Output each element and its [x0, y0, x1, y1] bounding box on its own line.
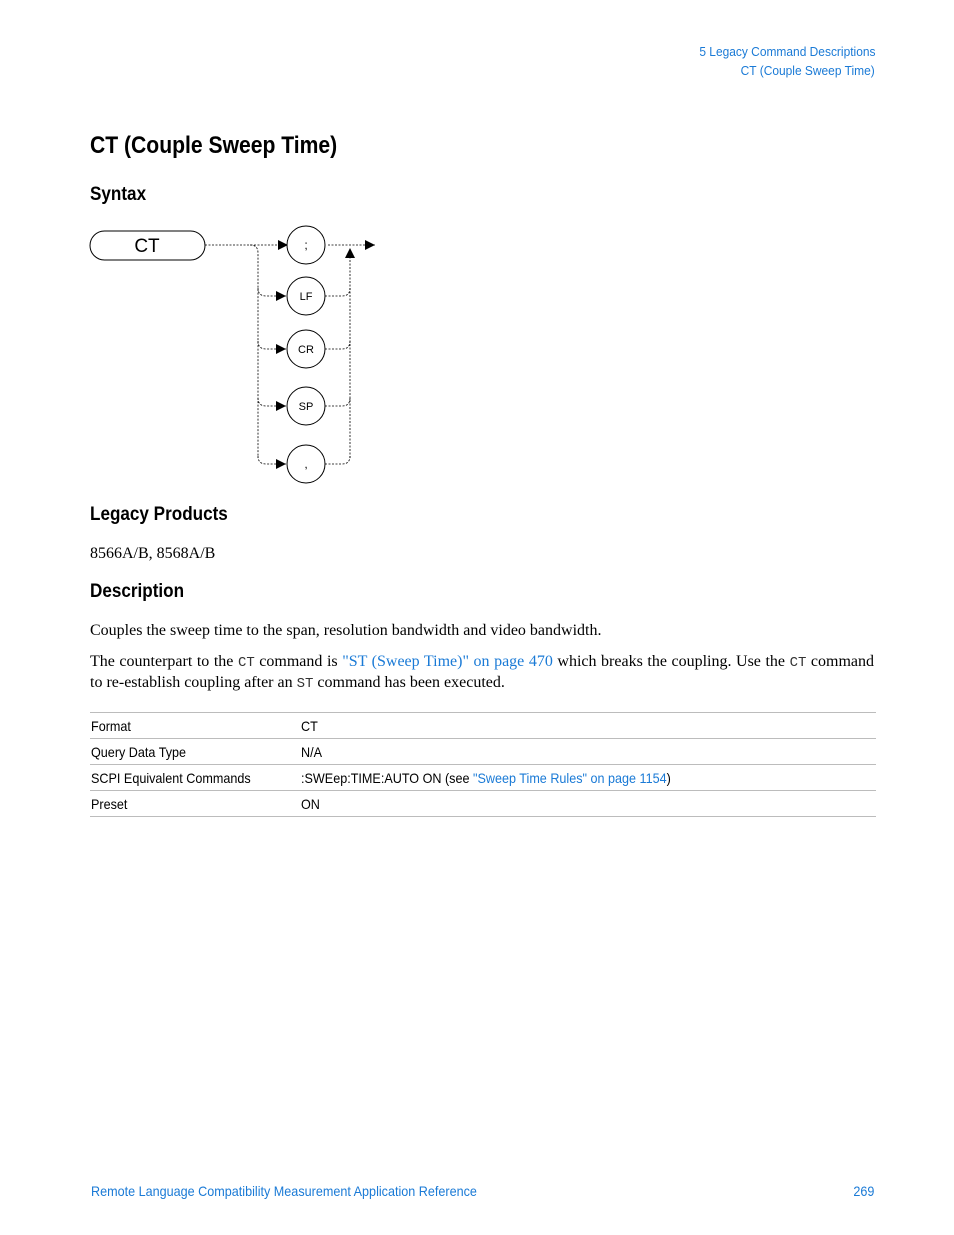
terminator-lf	[258, 277, 350, 315]
table-row	[90, 739, 876, 765]
svg-text:LF: LF	[299, 291, 313, 303]
description-paragraph-2: The counterpart to the CT command is "ST (Sweep Time)" on page 470 which breaks the coupling. Use the CT command to re-establish coupling after an ST command has been executed.	[90, 653, 875, 692]
inline-code: CT	[789, 655, 807, 671]
terminator-sp	[258, 387, 350, 425]
terminator-cr	[258, 330, 350, 368]
legacy-products-text: 8566A/B, 8568A/B	[90, 545, 216, 562]
properties-table	[90, 712, 876, 817]
footer-page-number: 269	[852, 1183, 874, 1199]
property-value: CT	[300, 713, 876, 739]
inline-code: CT	[237, 655, 255, 671]
running-header-section[interactable]: CT (Couple Sweep Time)	[740, 63, 875, 78]
terminator-semicolon	[287, 226, 325, 264]
table-row	[90, 713, 876, 739]
property-value: N/A	[300, 739, 876, 765]
description-heading: Description	[90, 581, 185, 602]
description-paragraph-1: Couples the sweep time to the span, resolution bandwidth and video bandwidth.	[90, 622, 602, 639]
property-value: ON	[300, 791, 876, 817]
property-label: Query Data Type	[90, 739, 300, 765]
syntax-heading: Syntax	[90, 184, 147, 205]
sweep-time-rules-link[interactable]: "Sweep Time Rules" on page 1154	[473, 769, 667, 786]
legacy-products-heading: Legacy Products	[90, 504, 228, 525]
table-row	[90, 765, 876, 791]
inline-code: ST	[296, 676, 314, 692]
property-label: Format	[90, 713, 300, 739]
footer-document-title[interactable]: Remote Language Compatibility Measurement Application Reference	[91, 1183, 477, 1199]
syntax-diagram	[80, 218, 400, 493]
table-row	[90, 791, 876, 817]
left-branch-line	[250, 245, 258, 458]
page-title: CT (Couple Sweep Time)	[90, 132, 338, 159]
running-header-chapter[interactable]: 5 Legacy Command Descriptions	[698, 44, 875, 59]
property-label: Preset	[90, 791, 300, 817]
command-node	[90, 231, 205, 260]
st-sweep-time-link[interactable]: "ST (Sweep Time)" on page 470	[342, 653, 553, 670]
command-label: CT	[134, 236, 160, 257]
svg-text:;: ;	[304, 238, 308, 252]
property-value: :SWEep:TIME:AUTO ON (see "Sweep Time Rules" on page 1154)	[300, 765, 876, 791]
svg-text:SP: SP	[298, 401, 314, 413]
property-label: SCPI Equivalent Commands	[90, 765, 300, 791]
svg-text:CR: CR	[298, 344, 314, 356]
svg-text:,: ,	[304, 457, 308, 471]
terminator-comma	[258, 445, 350, 483]
